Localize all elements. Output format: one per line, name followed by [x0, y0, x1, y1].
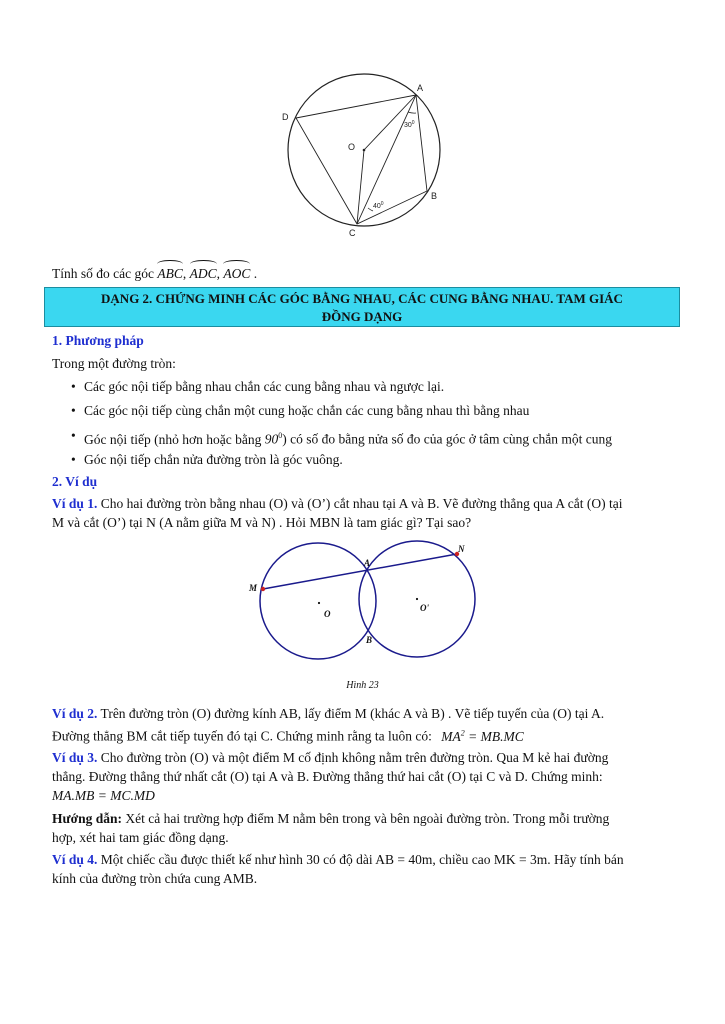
method-intro: Trong một đường tròn: [52, 356, 176, 371]
method-bullet: • Góc nội tiếp chắn nửa đường tròn là góc vuông. [72, 450, 692, 469]
question-text: Tính số đo các góc ABC, ADC, AOC . [52, 261, 682, 283]
example-2: Ví dụ 2. Trên đường tròn (O) đường kính AB, lấy điểm M (khác A và B) . Vẽ tiếp tuyến của (O) tại A. Đường thẳng BM cắt tiếp tuyến đó tại C. Chứng minh rằng ta luôn có: $MA^2 = MB.MC$ [52, 706, 605, 744]
method-heading: 1. Phương pháp [52, 333, 144, 348]
arc-aoc: AOC [223, 261, 250, 283]
point-label-o-prime: O' [420, 603, 429, 613]
figure-caption: Hình 23 [346, 680, 379, 691]
section-header-line1: DẠNG 2. CHỨNG MINH CÁC GÓC BẰNG NHAU, CÁC CUNG BẰNG NHAU. TAM GIÁC [101, 291, 623, 306]
arc-abc: ABC [157, 261, 183, 283]
arc-adc: ADC [190, 261, 217, 283]
point-label-a2: A [364, 558, 371, 568]
examples-heading: 2. Ví dụ [52, 474, 98, 489]
section-header-line2: ĐỒNG DẠNG [321, 309, 403, 324]
point-label-c: C [349, 228, 356, 238]
method-bullet: • Góc nội tiếp (nhỏ hơn hoặc bằng $90^0$) có số đo bằng nửa số đo của góc ở tâm cùng chắn một cung [72, 426, 692, 449]
example-3: Ví dụ 3. Cho đường tròn (O) và một điểm M cố định không nằm trên đường tròn. Qua M kẻ hai đường thẳng. Đường thẳng thứ nhất cắt (O) tại A và B. Đường thẳng thứ hai cắt (O) tại C và D. Chứng minh: MA.MB = MC.MD [52, 750, 609, 803]
example-4-label: Ví dụ 4. [52, 852, 98, 867]
section-header [44, 287, 680, 327]
point-label-o: O [348, 142, 356, 152]
point-label-d: D [282, 112, 289, 122]
point-label-b2: B [366, 635, 373, 645]
example-3-formula: MA.MB = MC.MD [52, 788, 155, 803]
angle-label-a: $30^0$ [404, 120, 415, 129]
example-1: Ví dụ 1. Cho hai đường tròn bằng nhau (O) và (O’) cắt nhau tại A và B. Vẽ đường thẳng qua A cắt (O) tại M và cắt (O’) tại N (A nằm giữa M và N) . Hỏi MBN là tam giác gì? Tại sao? [52, 496, 623, 530]
hint-label: Hướng dẫn: [52, 811, 122, 826]
method-bullet: • Các góc nội tiếp cùng chắn một cung hoặc chắn các cung bằng nhau thì bằng nhau [72, 401, 692, 420]
figure-two-circles [240, 536, 480, 676]
point-label-a: A [417, 83, 424, 93]
example-2-formula: $MA^2 = MB.MC$ [441, 728, 524, 744]
point-label-o2: O [324, 609, 331, 619]
point-label-m: M [249, 583, 258, 593]
example-2-label: Ví dụ 2. [52, 706, 98, 721]
angle-label-c: $40^0$ [373, 201, 384, 210]
point-label-b: B [431, 191, 438, 201]
point-label-n: N [458, 544, 465, 554]
figure-circle-abcd [270, 68, 460, 246]
example-1-label: Ví dụ 1. [52, 496, 98, 511]
hint: Hướng dẫn: Xét cả hai trường hợp điểm M nằm bên trong và bên ngoài đường tròn. Trong mỗi trường hợp, xét hai tam giác đồng dạng. [52, 811, 610, 845]
example-4: Ví dụ 4. Một chiếc cầu được thiết kế như hình 30 có độ dài AB = 40m, chiều cao MK = 3m. Hãy tính bán kính của đường tròn chứa cung AMB. [52, 852, 624, 886]
method-bullet: • Các góc nội tiếp bằng nhau chắn các cung bằng nhau và ngược lại. [72, 377, 692, 396]
example-3-label: Ví dụ 3. [52, 750, 98, 765]
